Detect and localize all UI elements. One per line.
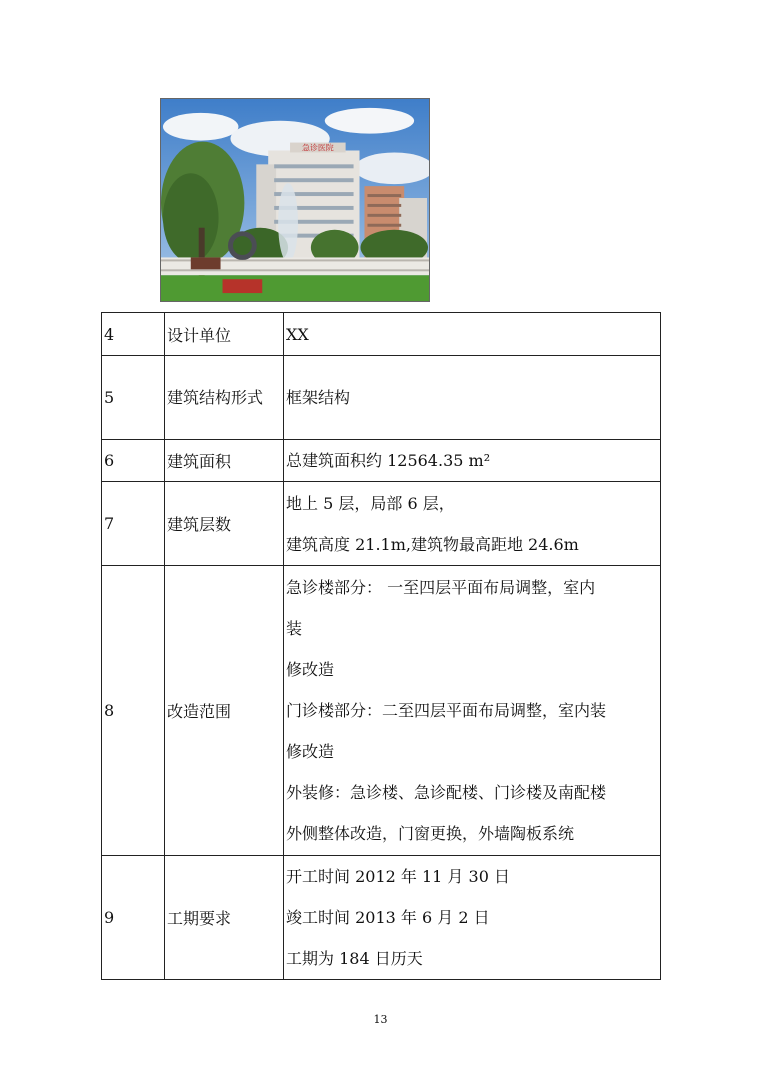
- value-line: 门诊楼部分：二至四层平面布局调整，室内装: [286, 701, 607, 720]
- row-label: 改造范围: [165, 566, 284, 856]
- row-label: 建筑结构形式: [165, 356, 284, 440]
- row-label: 建筑层数: [165, 482, 284, 566]
- row-number: 9: [102, 856, 165, 980]
- row-label: 工期要求: [165, 856, 284, 980]
- value-line: 修改造: [286, 660, 335, 679]
- table-row: [102, 356, 661, 440]
- table-row: [102, 566, 661, 856]
- row-number: 6: [102, 440, 165, 482]
- project-info-table: [101, 312, 661, 980]
- table-row: [102, 313, 661, 356]
- table-row: [102, 440, 661, 482]
- value-line: 建筑高度 21.1m,建筑物最高距地 24.6m: [286, 534, 579, 554]
- value-line: 竣工时间 2013 年 6 月 2 日: [286, 908, 490, 927]
- row-value: [284, 566, 661, 856]
- building-sign: 急诊医院: [301, 143, 334, 153]
- value-line: 装: [286, 619, 303, 638]
- row-label: 设计单位: [165, 313, 284, 356]
- row-label: 建筑面积: [165, 440, 284, 482]
- value-line: 总建筑面积约 12564.35 m²: [286, 451, 491, 470]
- table-row: [102, 482, 661, 566]
- building-photo: [160, 98, 430, 302]
- value-line: 框架结构: [286, 388, 351, 407]
- building-photo-illustration: [161, 99, 429, 301]
- value-line: 地上 5 层，局部 6 层，: [286, 493, 455, 513]
- row-value: [284, 482, 661, 566]
- value-line: 外装修：急诊楼、急诊配楼、门诊楼及南配楼: [286, 783, 607, 802]
- row-number: 7: [102, 482, 165, 566]
- value-line: 工期为 184 日历天: [286, 949, 423, 968]
- row-number: 4: [102, 313, 165, 356]
- value-line: XX: [286, 324, 309, 344]
- row-value: [284, 856, 661, 980]
- value-line: 修改造: [286, 742, 335, 761]
- row-value: [284, 356, 661, 440]
- value-line: 外侧整体改造，门窗更换，外墙陶板系统: [286, 824, 575, 843]
- row-value: [284, 313, 661, 356]
- value-line: 急诊楼部分： 一至四层平面布局调整，室内: [286, 578, 596, 597]
- row-number: 5: [102, 356, 165, 440]
- row-number: 8: [102, 566, 165, 856]
- value-line: 开工时间 2012 年 11 月 30 日: [286, 867, 510, 886]
- page-number: 13: [373, 1013, 388, 1026]
- row-value: [284, 440, 661, 482]
- table-row: [102, 856, 661, 980]
